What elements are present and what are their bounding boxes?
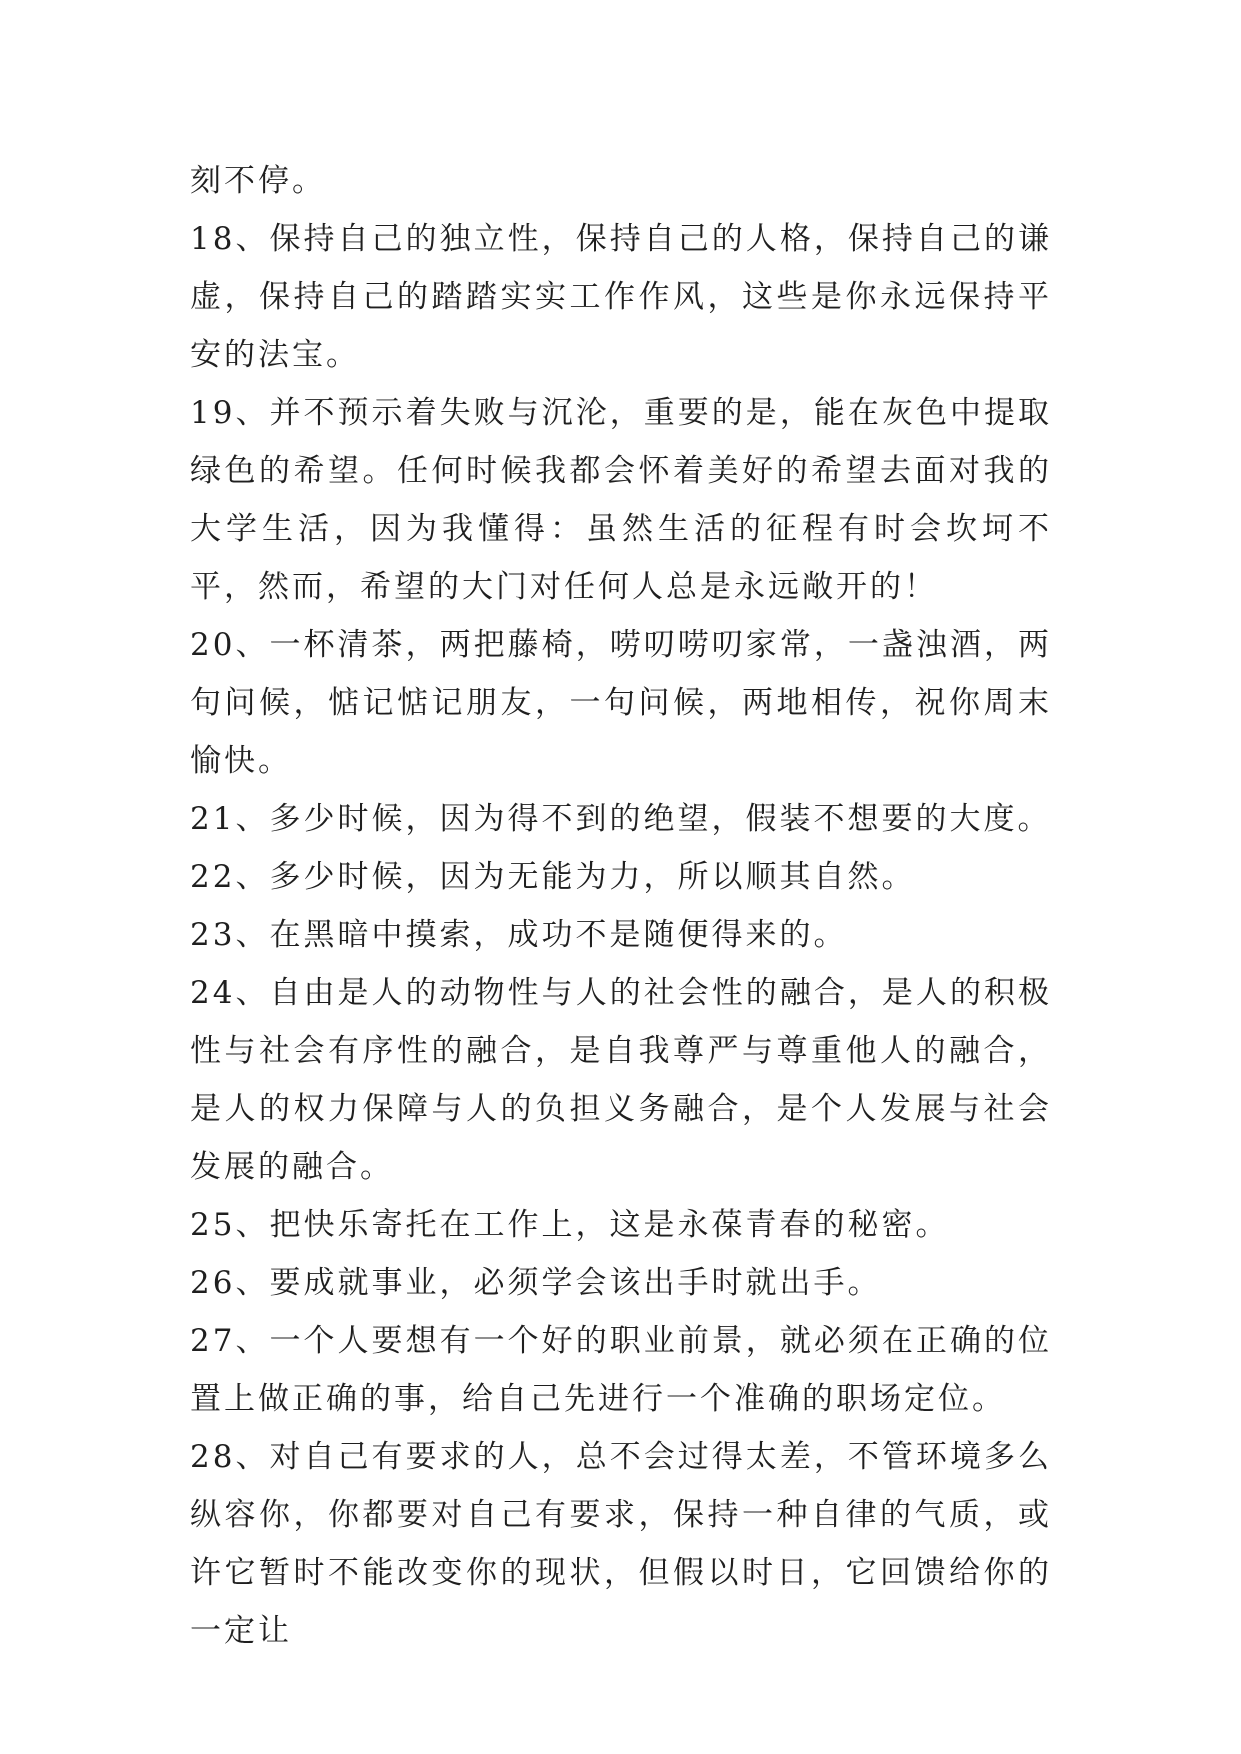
paragraph-continuation: 刻不停。 <box>190 163 326 199</box>
paragraph-item-20: 20、一杯清茶，两把藤椅，唠叨唠叨家常，一盏浊酒，两句问候，惦记惦记朋友，一句问候，两地相传，祝你周末愉快。 <box>190 627 1052 779</box>
paragraph-item-19: 19、并不预示着失败与沉沦，重要的是，能在灰色中提取绿色的希望。任何时候我都会怀着美好的希望去面对我的大学生活，因为我懂得：虽然生活的征程有时会坎坷不平，然而，希望的大门对任何人总是永远敞开的！ <box>190 395 1052 605</box>
paragraph-item-23: 23、在黑暗中摸索，成功不是随便得来的。 <box>190 917 848 953</box>
paragraph-item-22: 22、多少时候，因为无能为力，所以顺其自然。 <box>190 859 916 895</box>
paragraph-item-18: 18、保持自己的独立性，保持自己的人格，保持自己的谦虚，保持自己的踏踏实实工作作风，这些是你永远保持平安的法宝。 <box>190 221 1052 373</box>
paragraph-item-24: 24、自由是人的动物性与人的社会性的融合，是人的积极性与社会有序性的融合，是自我尊严与尊重他人的融合，是人的权力保障与人的负担义务融合，是个人发展与社会发展的融合。 <box>190 975 1052 1185</box>
paragraph-item-25: 25、把快乐寄托在工作上，这是永葆青春的秘密。 <box>190 1207 950 1243</box>
paragraph-item-26: 26、要成就事业，必须学会该出手时就出手。 <box>190 1265 882 1301</box>
document-body <box>190 152 1052 1660</box>
paragraph-item-28: 28、对自己有要求的人，总不会过得太差，不管环境多么纵容你，你都要对自己有要求，保持一种自律的气质，或许它暂时不能改变你的现状，但假以时日，它回馈给你的一定让 <box>190 1439 1052 1649</box>
paragraph-item-27: 27、一个人要想有一个好的职业前景，就必须在正确的位置上做正确的事，给自己先进行一个准确的职场定位。 <box>190 1323 1052 1417</box>
paragraph-item-21: 21、多少时候，因为得不到的绝望，假装不想要的大度。 <box>190 801 1052 837</box>
